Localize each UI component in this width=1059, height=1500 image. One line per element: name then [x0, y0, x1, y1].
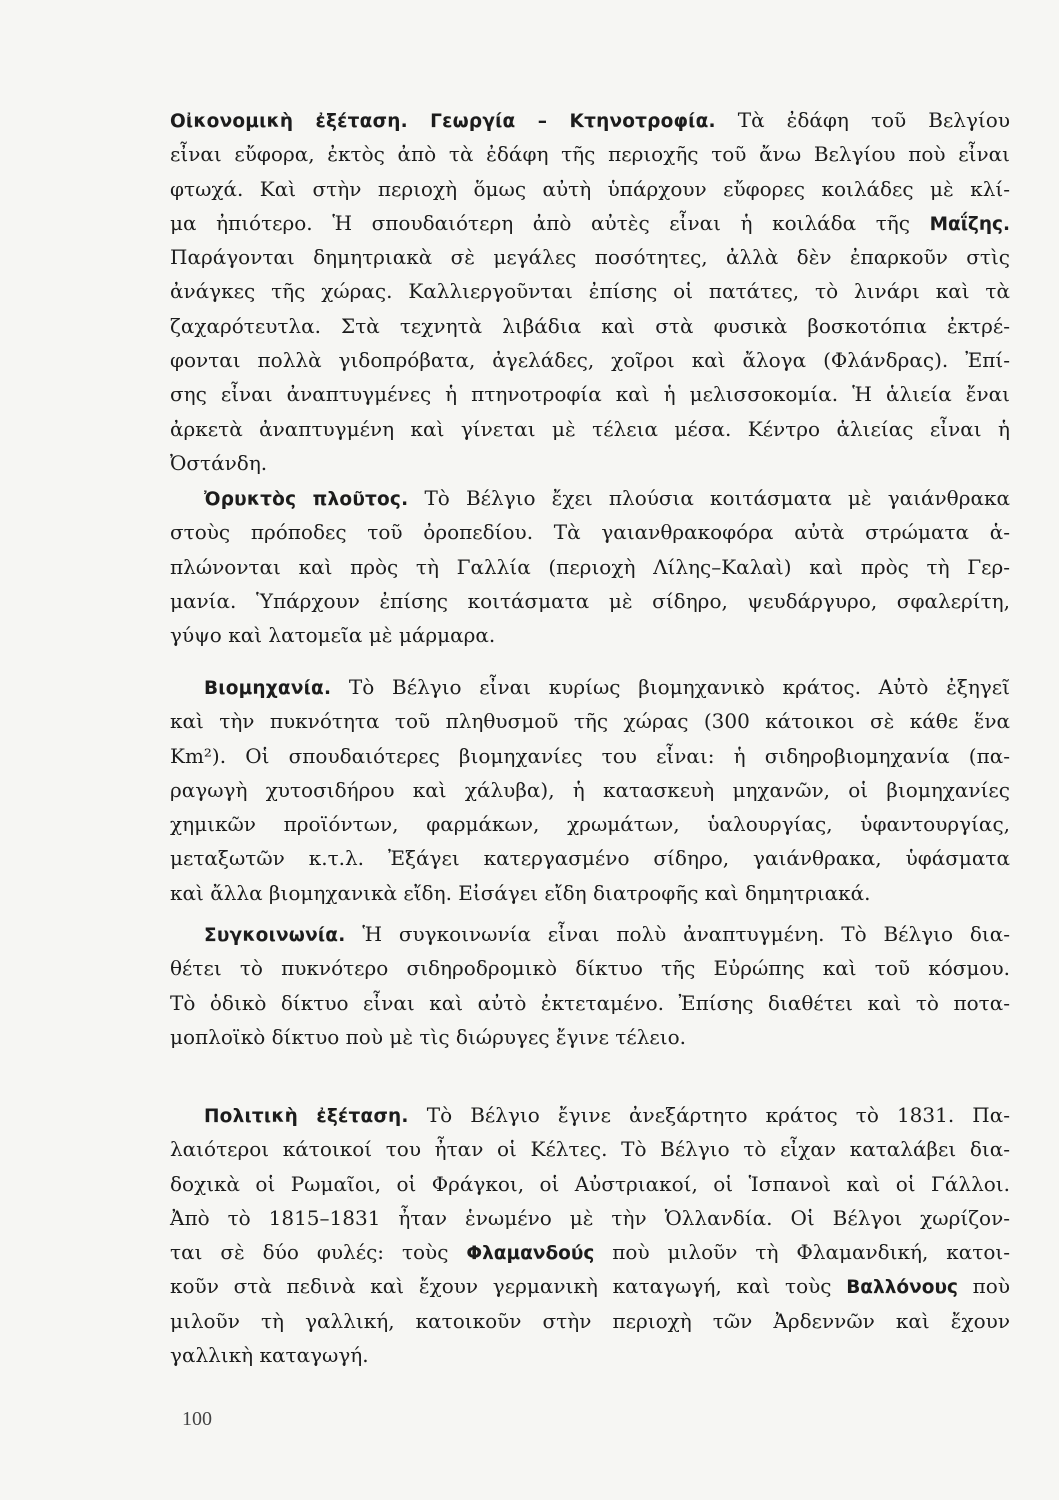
paragraph-line: Ὀστάνδη. — [170, 450, 268, 475]
paragraph-line: Παράγονται δημητριακὰ σὲ μεγάλες ποσότητες, ἀλλὰ δὲν ἐπαρκοῦν στὶς — [170, 245, 1010, 270]
bold-term: Βαλλόνους — [846, 1277, 958, 1299]
paragraph-line: λαιότεροι κάτοικοί του ἦταν οἱ Κέλτες. Τὸ Βέλγιο τὸ εἶχαν καταλάβει δια- — [170, 1137, 1010, 1162]
paragraph-line: ζαχαρότευτλα. Στὰ τεχνητὰ λιβάδια καὶ στὰ φυσικὰ βοσκοτόπια ἐκτρέ- — [170, 313, 1010, 338]
paragraph-line: γαλλικὴ καταγωγή. — [170, 1343, 369, 1368]
section-heading: Πολιτικὴ ἐξέταση. — [204, 1106, 409, 1127]
paragraph-line: σης εἶναι ἀναπτυγμένες ἡ πτηνοτροφία καὶ ἡ μελισσοκομία. Ἡ ἁλιεία ἔναι — [170, 382, 1010, 407]
paragraph-line: καὶ ἄλλα βιομηχανικὰ εἴδη. Εἰσάγει εἴδη διατροφῆς καὶ δημητριακά. — [170, 880, 871, 905]
paragraph-line: μεταξωτῶν κ.τ.λ. Ἐξάγει κατεργασμένο σίδηρο, γαιάνθρακα, ὑφάσματα — [170, 846, 1010, 871]
paragraph-line: κοῦν στὰ πεδινὰ καὶ ἔχουν γερμανικὴ καταγωγή, καὶ τοὺς Βαλλόνους ποὺ — [170, 1274, 1010, 1299]
section-transport — [170, 917, 1010, 1054]
section-minerals — [170, 481, 1010, 652]
section-economy — [170, 103, 1010, 480]
section-heading: Βιομηχανία. — [204, 678, 332, 699]
paragraph-line: εἶναι εὔφορα, ἐκτὸς ἀπὸ τὰ ἐδάφη τῆς περιοχῆς τοῦ ἄνω Βελγίου ποὺ εἶναι — [170, 142, 1010, 167]
paragraph-line: ἀρκετὰ ἀναπτυγμένη καὶ γίνεται μὲ τέλεια μέσα. Κέντρο ἁλιείας εἶναι ἡ — [170, 416, 1010, 441]
paragraph-line: φονται πολλὰ γιδοπρόβατα, ἀγελάδες, χοῖροι καὶ ἄλογα (Φλάνδρας). Ἐπί- — [170, 348, 1010, 373]
section-heading: Οἰκονομικὴ ἐξέταση. Γεωργία – Κτηνοτροφία. — [170, 111, 716, 132]
paragraph-line: Km²). Οἱ σπουδαιότερες βιομηχανίες του εἶναι: ἡ σιδηροβιομηχανία (πα- — [170, 743, 1010, 768]
paragraph-line: πλώνονται καὶ πρὸς τὴ Γαλλία (περιοχὴ Λίλης–Καλαὶ) καὶ πρὸς τὴ Γερ- — [170, 554, 1010, 579]
paragraph-line: στοὺς πρόποδες τοῦ ὀροπεδίου. Τὰ γαιανθρακοφόρα αὐτὰ στρώματα ἁ- — [170, 520, 1010, 545]
section-politics — [170, 1098, 1010, 1372]
paragraph-line: ραγωγὴ χυτοσιδήρου καὶ χάλυβα), ἡ κατασκευὴ μηχανῶν, οἱ βιομηχανίες — [170, 777, 1010, 802]
paragraph-line: Τὸ ὁδικὸ δίκτυο εἶναι καὶ αὐτὸ ἐκτεταμένο. Ἐπίσης διαθέτει καὶ τὸ ποτα- — [170, 990, 1010, 1015]
paragraph-line: μα ἠπιότερο. Ἡ σπουδαιότερη ἀπὸ αὐτὲς εἶναι ἡ κοιλάδα τῆς Μαΐζης. — [170, 210, 1010, 235]
section-heading: Ὀρυκτὸς πλοῦτος. — [204, 489, 409, 510]
paragraph-line: μιλοῦν τὴ γαλλική, κατοικοῦν στὴν περιοχὴ τῶν Ἀρδεννῶν καὶ ἔχουν — [170, 1308, 1010, 1333]
paragraph-line: Οἰκονομικὴ ἐξέταση. Γεωργία – Κτηνοτροφία. Τὰ ἐδάφη τοῦ Βελγίου — [170, 108, 1010, 132]
paragraph-line: θέτει τὸ πυκνότερο σιδηροδρομικὸ δίκτυο τῆς Εὐρώπης καὶ τοῦ κόσμου. — [170, 956, 1010, 981]
bold-term: Μαΐζης. — [929, 213, 1010, 235]
paragraph-line: ἀνάγκες τῆς χώρας. Καλλιεργοῦνται ἐπίσης οἱ πατάτες, τὸ λινάρι καὶ τὰ — [170, 279, 1010, 304]
paragraph-line: δοχικὰ οἱ Ρωμαῖοι, οἱ Φράγκοι, οἱ Αὐστριακοί, οἱ Ἱσπανοὶ καὶ οἱ Γάλλοι. — [170, 1171, 1010, 1196]
paragraph-line: μοπλοϊκὸ δίκτυο ποὺ μὲ τὶς διώρυγες ἔγινε τέλειο. — [170, 1024, 686, 1049]
paragraph-line: Βιομηχανία. Τὸ Βέλγιο εἶναι κυρίως βιομηχανικὸ κράτος. Αὐτὸ ἐξηγεῖ — [204, 675, 1010, 699]
page-number: 100 — [182, 1408, 212, 1430]
paragraph-line: ται σὲ δύο φυλές: τοὺς Φλαμανδούς ποὺ μιλοῦν τὴ Φλαμανδική, κατοι- — [170, 1240, 1010, 1265]
paragraph-line: Ὀρυκτὸς πλοῦτος. Τὸ Βέλγιο ἔχει πλούσια κοιτάσματα μὲ γαιάνθρακα — [204, 486, 1010, 510]
paragraph-line: χημικῶν προϊόντων, φαρμάκων, χρωμάτων, ὑαλουργίας, ὑφαντουργίας, — [170, 812, 1010, 837]
paragraph-line: Ἀπὸ τὸ 1815–1831 ἦταν ἑνωμένο μὲ τὴν Ὁλλανδία. Οἱ Βέλγοι χωρίζον- — [170, 1205, 1010, 1230]
paragraph-line: φτωχά. Καὶ στὴν περιοχὴ ὅμως αὐτὴ ὑπάρχουν εὔφορες κοιλάδες μὲ κλί- — [170, 176, 1010, 201]
section-industry — [170, 670, 1010, 910]
paragraph-line: Πολιτικὴ ἐξέταση. Τὸ Βέλγιο ἔγινε ἀνεξάρτητο κράτος τὸ 1831. Πα- — [204, 1103, 1010, 1127]
paragraph-line: καὶ τὴν πυκνότητα τοῦ πληθυσμοῦ τῆς χώρας (300 κάτοικοι σὲ κάθε ἕνα — [170, 709, 1010, 734]
bold-term: Φλαμανδούς — [466, 1243, 595, 1265]
paragraph-line: γύψο καὶ λατομεῖα μὲ μάρμαρα. — [170, 623, 496, 648]
paragraph-line: Συγκοινωνία. Ἡ συγκοινωνία εἶναι πολὺ ἀναπτυγμένη. Τὸ Βέλγιο δια- — [204, 922, 1010, 946]
paragraph-line: μανία. Ὑπάρχουν ἐπίσης κοιτάσματα μὲ σίδηρο, ψευδάργυρο, σφαλερίτη, — [170, 588, 1010, 613]
section-heading: Συγκοινωνία. — [204, 925, 346, 946]
